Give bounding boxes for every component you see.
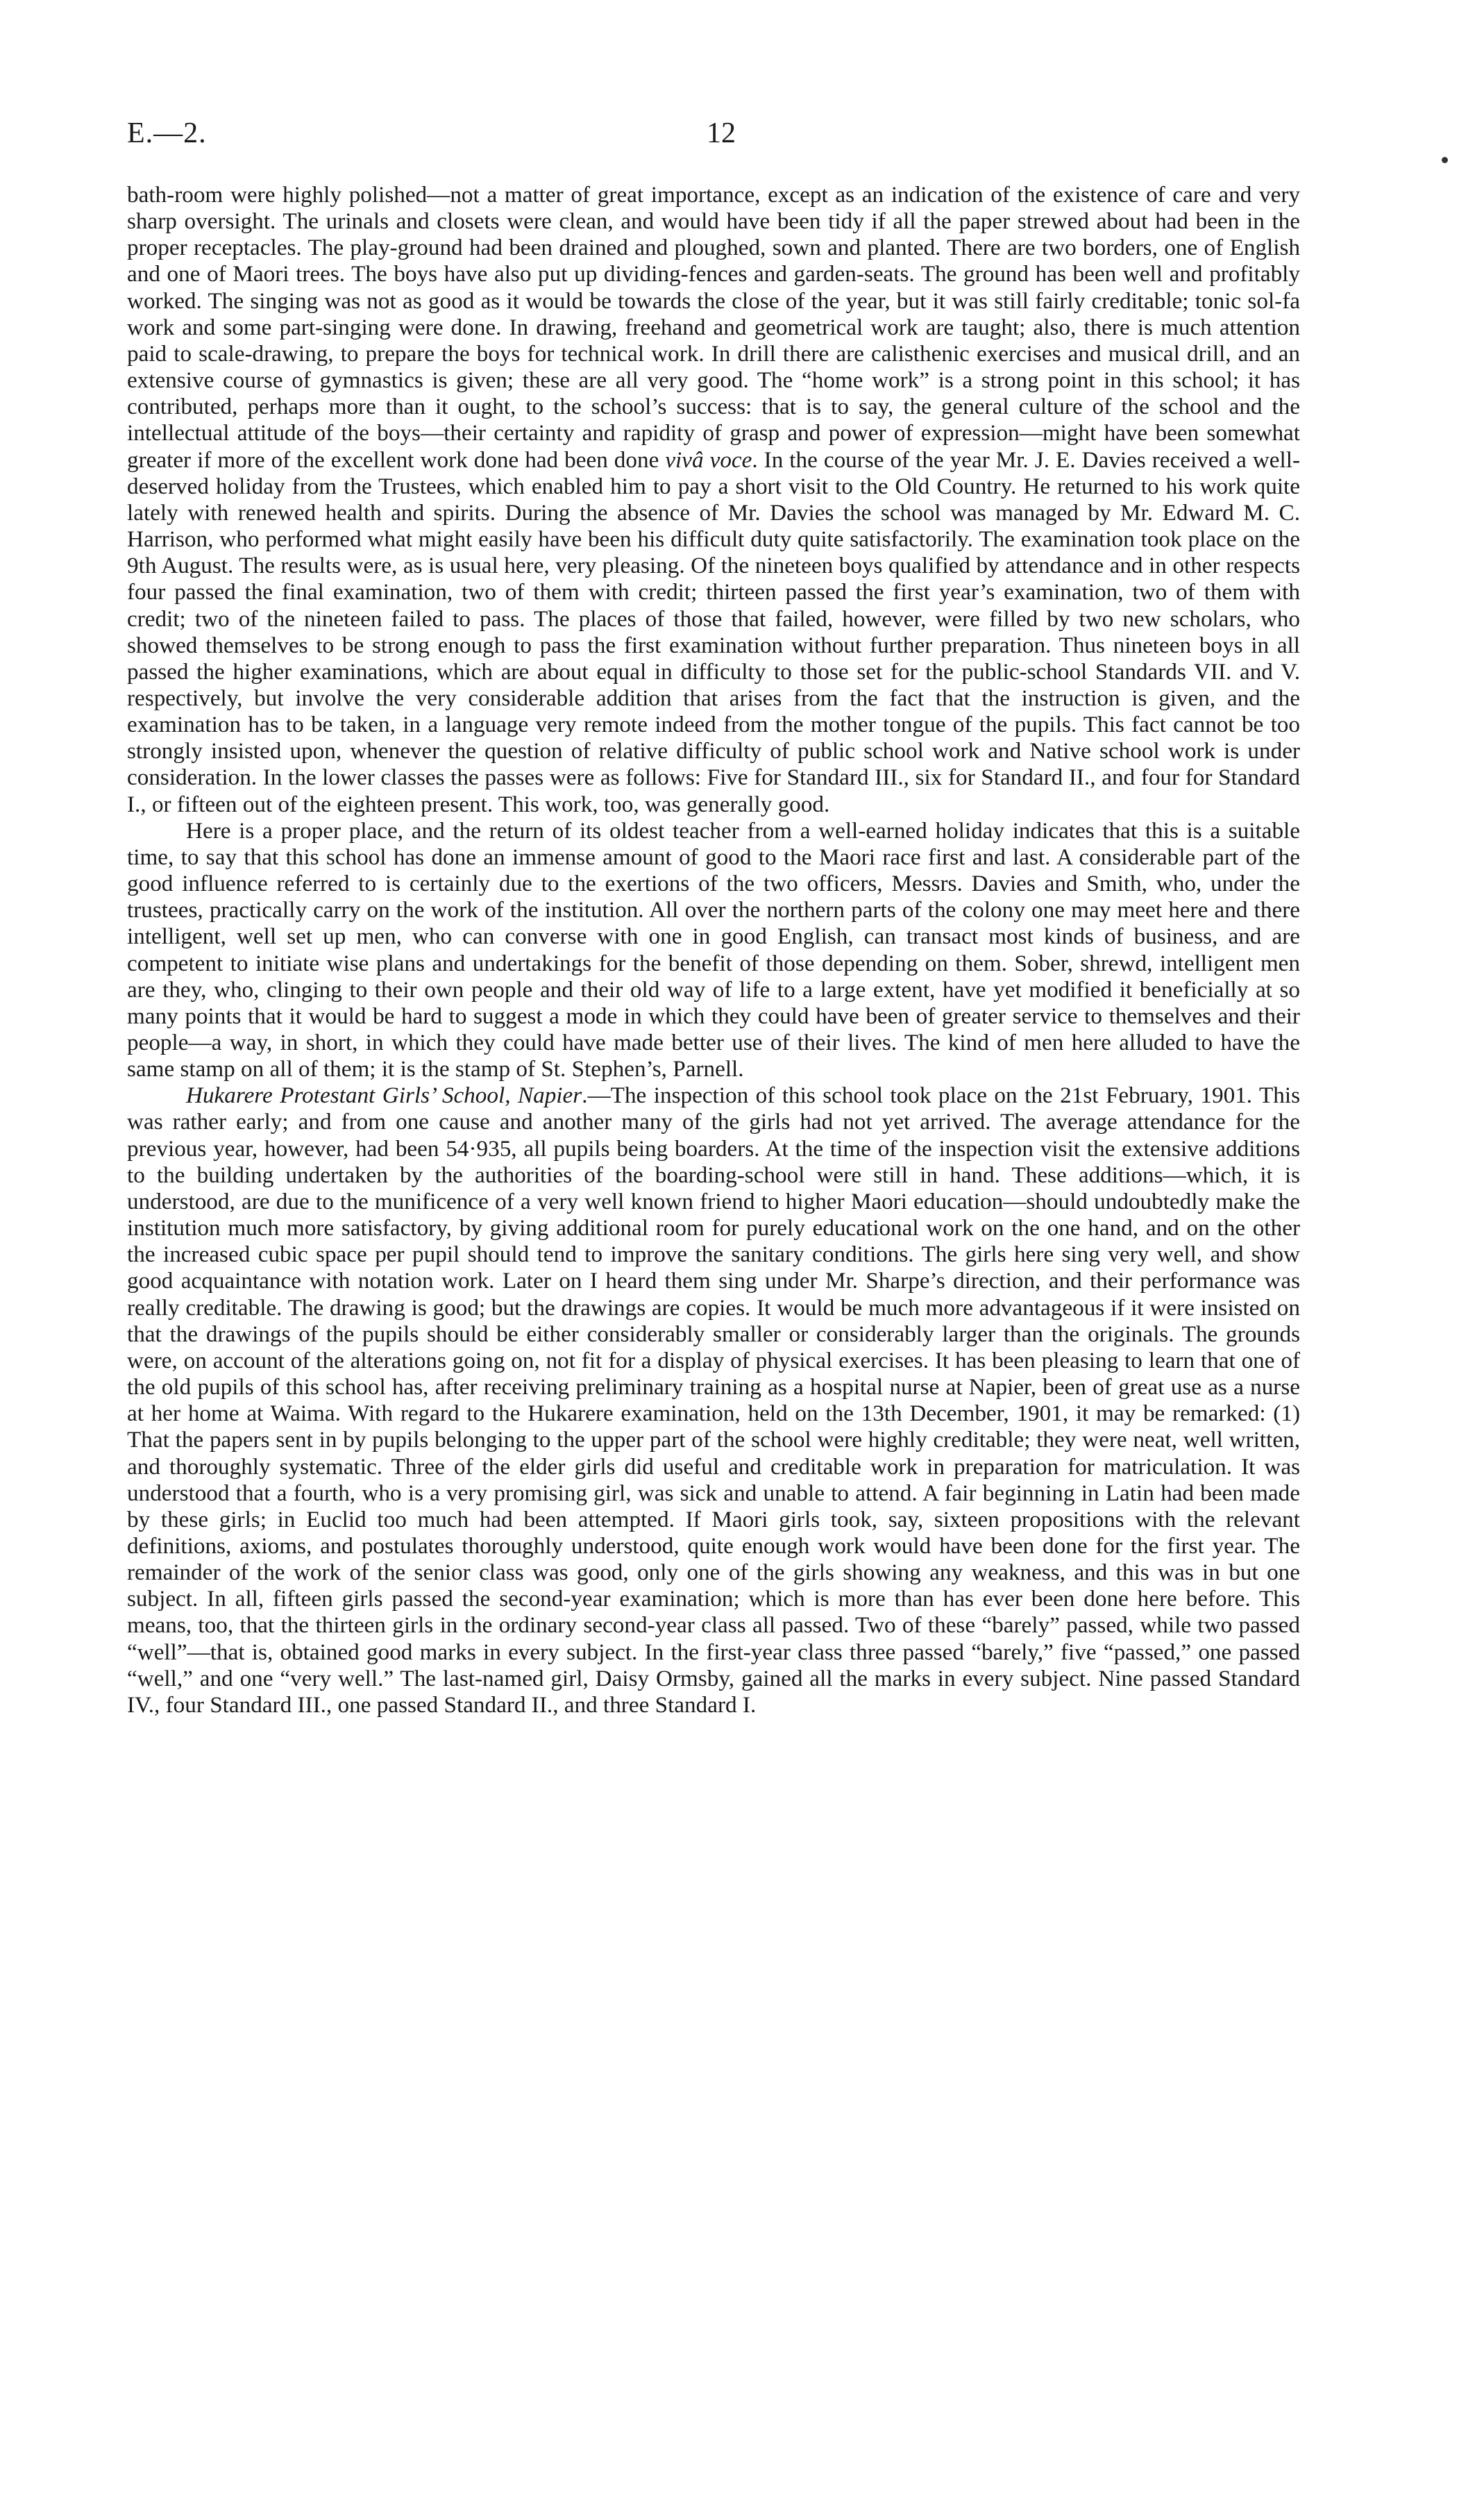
report-body <box>127 182 1300 1718</box>
section-heading-hukarere: Hukarere Protestant Girls’ School, Napier <box>186 1082 582 1109</box>
page-header <box>127 117 1321 158</box>
print-speck <box>1442 157 1448 163</box>
text-segment: bath-room were highly polished—not a matter of great importance, except as an indication of the existence of care and very sharp oversight. The urinals and closets were clean, and would have been tidy if all the paper strewed about had been in the proper receptacles. The play-ground had been drained and ploughed, sown and planted. There are two borders, one of English and one of Maori trees. The boys have also put up dividing-fences and garden-seats. The ground has been well and profitably worked. The singing was not as good as it would be towards the close of the year, but it was still fairly creditable; tonic sol-fa work and some part-singing were done. In drawing, freehand and geometrical work are taught; also, there is much attention paid to scale-drawing, to prepare the boys for technical work. In drill there are calisthenic exercises and musical drill, and an extensive course of gymnastics is given; these are all very good. The “home work” is a strong point in this school; it has contributed, perhaps more than it ought, to the school’s success: that is to say, the general culture of the school and the intellectual attitude of the boys—their certainty and rapidity of grasp and power of expression—might have been somewhat greater if more of the excellent work done had been done <box>127 182 1300 473</box>
page-number: 12 <box>707 117 736 149</box>
document-reference: E.—2. <box>127 117 207 149</box>
text-segment: .—The inspection of this school took place on the 21st February, 1901. This was rather early; and from one cause and another many of the girls had not yet arrived. The average attendance for the previous year, however, had been 54·935, all pupils being boarders. At the time of the inspection visit the extensive additions to the building undertaken by the authorities of the boarding-school were still in hand. These additions—which, it is understood, are due to the munificence of a very well known friend to higher Maori education—should undoubtedly make the institution much more satisfactory, by giving additional room for purely educational work on the one hand, and on the other the increased cubic space per pupil should tend to improve the sanitary conditions. The girls here sing very well, and show good acquaintance with notation work. Later on I heard them sing under Mr. Sharpe’s direction, and their performance was really creditable. The drawing is good; but the drawings are copies. It would be much more advantageous if it were insisted on that the drawings of the pupils should be either considerably smaller or considerably larger than the originals. The grounds were, on account of the alterations going on, not fit for a display of physical exercises. It has been pleasing to learn that one of the old pupils of this school has, after receiving preliminary training as a hospital nurse at Napier, been of great use as a nurse at her home at Waima. With regard to the Hukarere examination, held on the 13th December, 1901, it may be remarked: (1) That the papers sent in by pupils belonging to the upper part of the school were highly creditable; they were neat, well written, and thoroughly systematic. Three of the elder girls did useful and creditable work in preparation for matriculation. It was understood that a fourth, who is a very promising girl, was sick and unable to attend. A fair beginning in Latin had been made by these girls; in Euclid too much had been attempted. If Maori girls took, say, sixteen propositions with the relevant definitions, axioms, and postulates thoroughly understood, quite enough work would have been done for the first year. The remainder of the work of the senior class was good, only one of the girls showing any weakness, and this was in but one subject. In all, fifteen girls passed the second-year examination; which is more than has ever been done here before. This means, too, that the thirteen girls in the ordinary second-year class all passed. Two of these “barely” passed, while two passed “well”—that is, obtained good marks in every subject. In the first-year class three passed “barely,” five “passed,” one passed “well,” and one “very well.” The last-named girl, Daisy Ormsby, gained all the marks in every subject. Nine passed Standard IV., four Standard III., one passed Standard II., and three Standard I. <box>127 1082 1300 1718</box>
paragraph-st-stephens-report <box>127 182 1300 818</box>
paragraph-school-influence <box>127 818 1300 1083</box>
italic-phrase: vivâ voce <box>665 446 752 473</box>
text-segment: . In the course of the year Mr. J. E. Davies received a well-deserved holiday from the Trustees, which enabled him to pay a short visit to the Old Country. He returned to his work quite lately with renewed health and spirits. During the absence of Mr. Davies the school was managed by Mr. Edward M. C. Harrison, who performed what might easily have been his difficult duty quite satisfactorily. The examination took place on the 9th August. The results were, as is usual here, very pleasing. Of the nineteen boys qualified by attendance and in other respects four passed the final examination, two of them with credit; thirteen passed the first year’s examination, two of them with credit; two of the nineteen failed to pass. The places of those that failed, however, were filled by two new scholars, who showed themselves to be strong enough to pass the first examination without further preparation. Thus nineteen boys in all passed the higher examinations, which are about equal in difficulty to those set for the public-school Standards VII. and V. respectively, but involve the very considerable addition that arises from the fact that the instruction is given, and the examination has to be taken, in a language very remote indeed from the mother tongue of the pupils. This fact cannot be too strongly insisted upon, whenever the question of relative difficulty of public school work and Native school work is under consideration. In the lower classes the passes were as follows: Five for Standard III., six for Standard II., and four for Standard I., or fifteen out of the eighteen present. This work, too, was generally good. <box>127 446 1301 817</box>
paragraph-hukarere-report <box>127 1082 1300 1718</box>
text-segment: Here is a proper place, and the return of its oldest teacher from a well-earned holiday indicates that this is a suitable time, to say that this school has done an immense amount of good to the Maori race first and last. A considerable part of the good influence referred to is certainly due to the exertions of the two officers, Messrs. Davies and Smith, who, under the trustees, practically carry on the work of the institution. All over the northern parts of the colony one may meet here and there intelligent, well set up men, who can converse with one in good English, can transact most kinds of business, and are competent to initiate wise plans and undertakings for the benefit of those depending on them. Sober, shrewd, intelligent men are they, who, clinging to their own people and their old way of life to a large extent, have yet modified it beneficially at so many points that it would be hard to suggest a mode in which they could have been of greater service to themselves and their people—a way, in short, in which they could have made better use of their lives. The kind of men here alluded to have the same stamp on all of them; it is the stamp of St. Stephen’s, Parnell. <box>127 817 1300 1082</box>
